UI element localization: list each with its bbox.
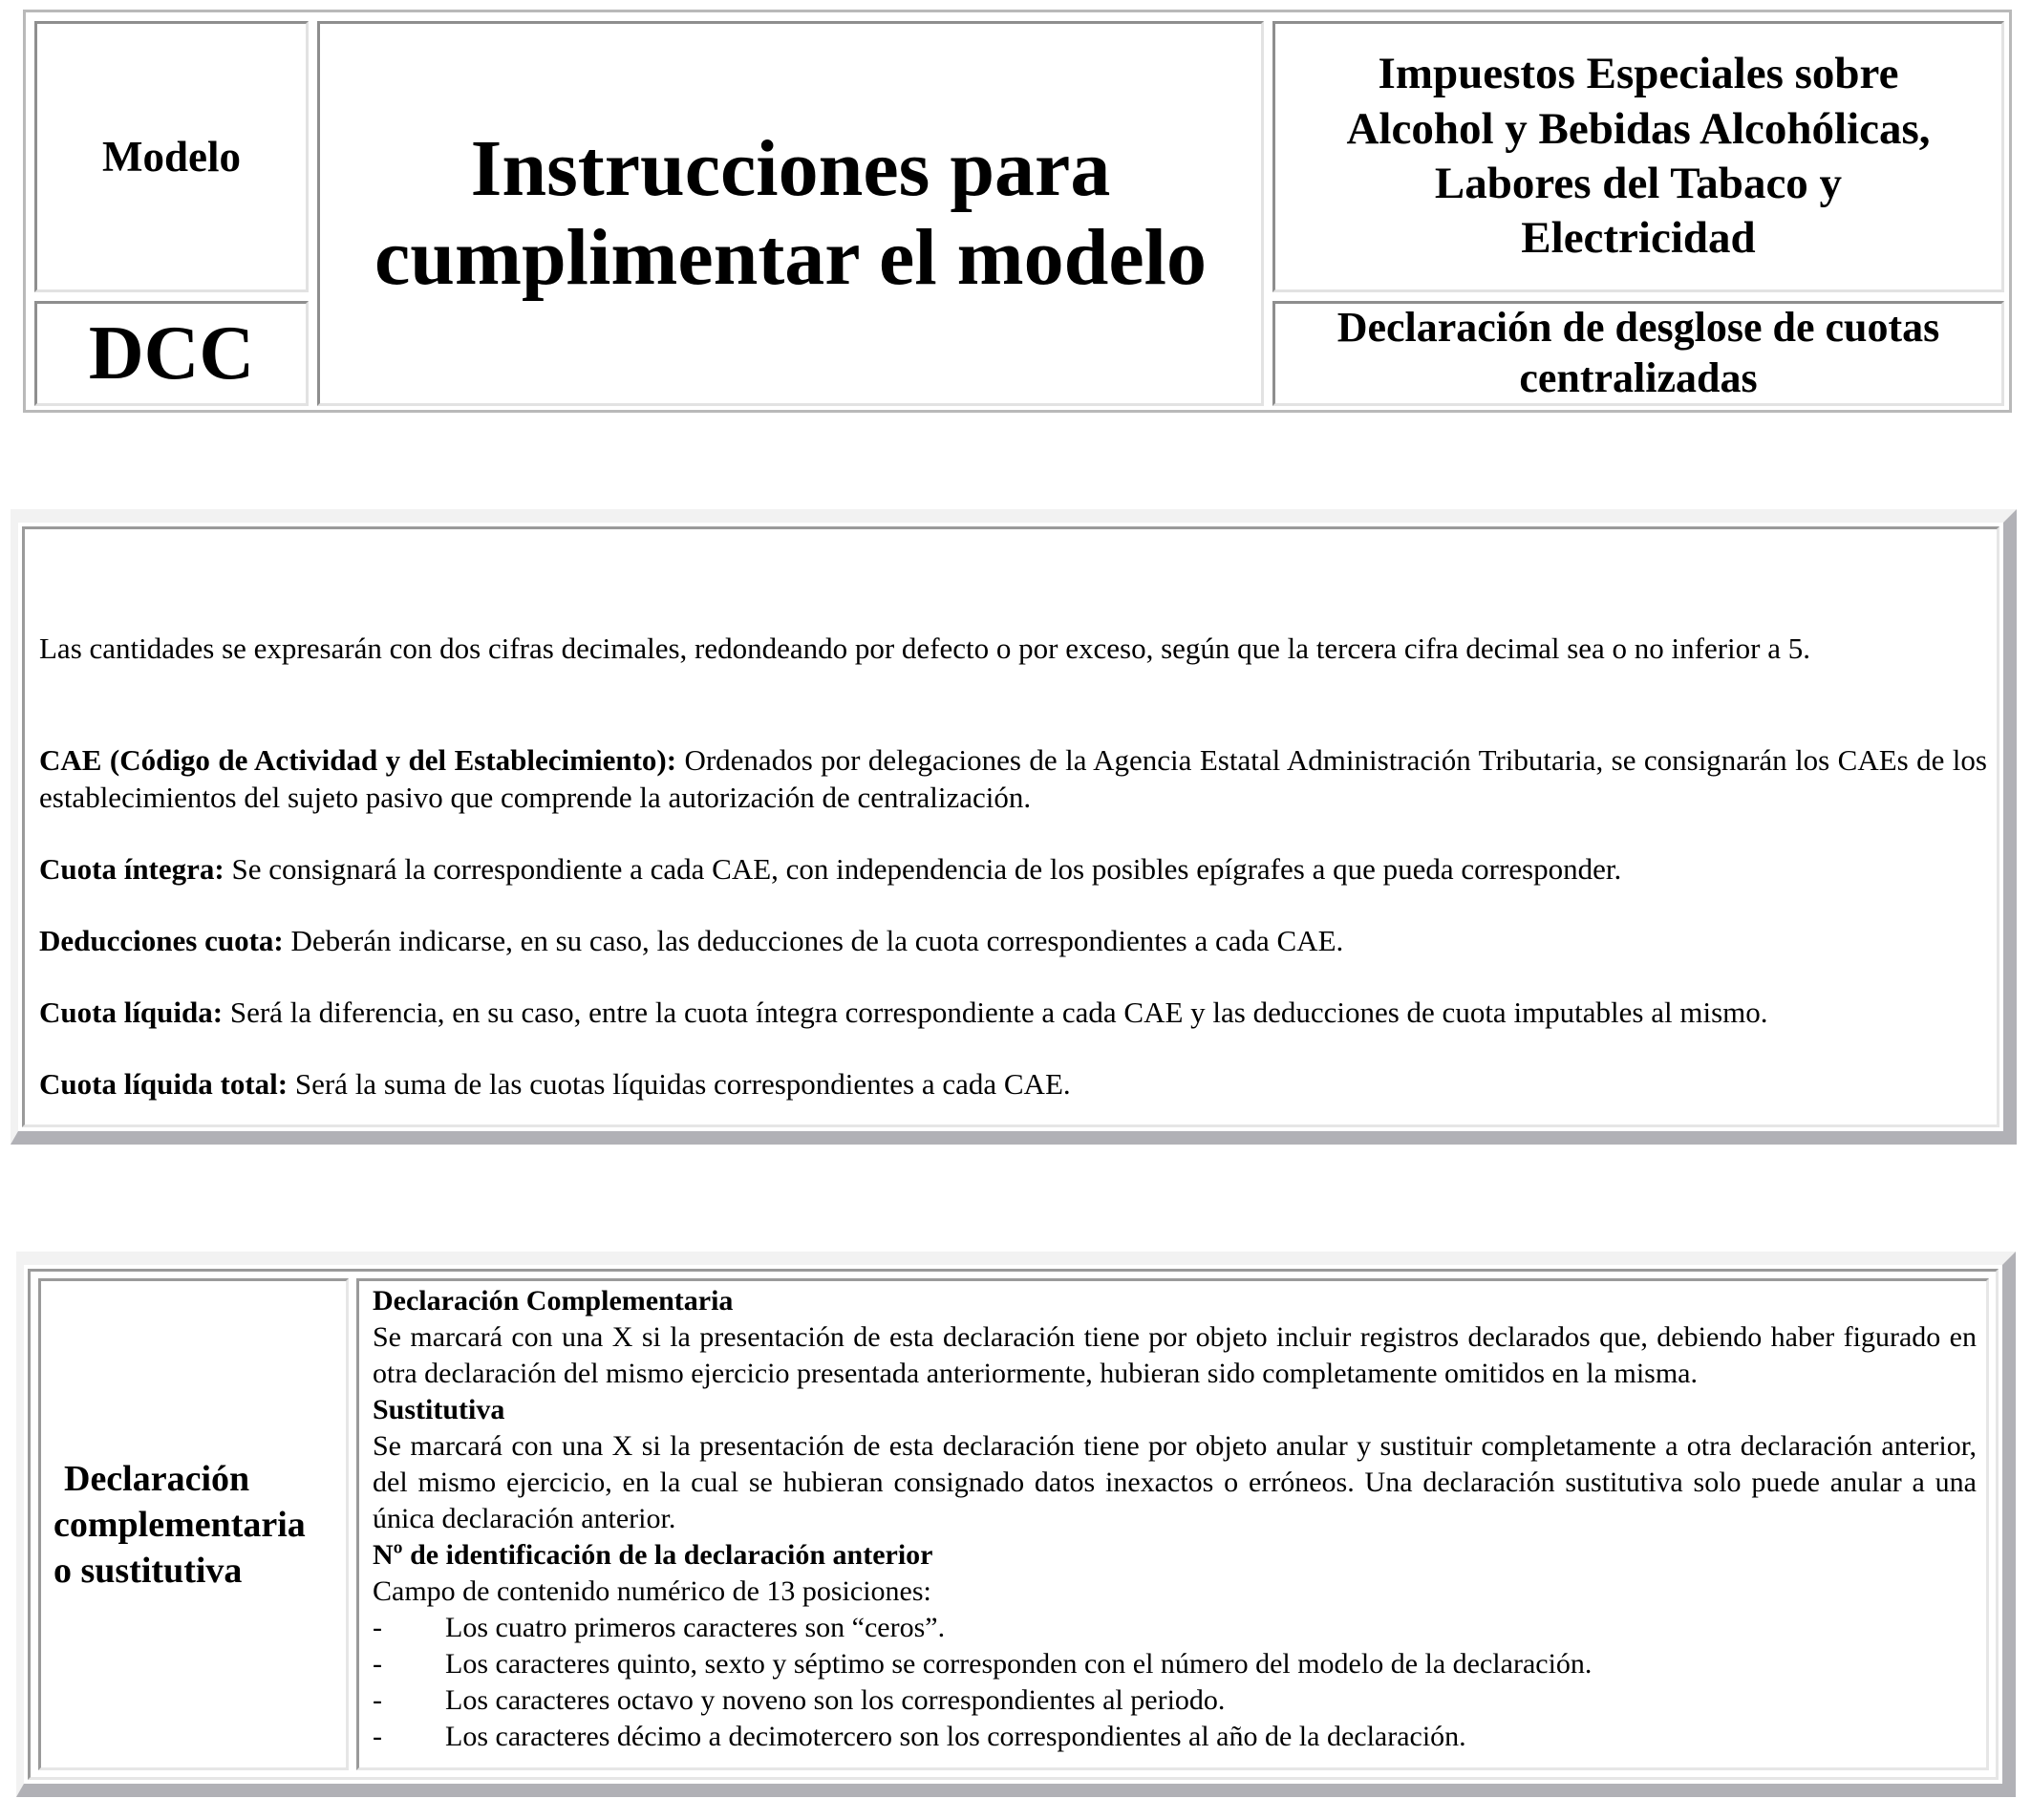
definition-cuota-liquida-total [39,1065,1987,1103]
complementaria-heading: Declaración Complementaria [373,1285,734,1317]
definition-term: Cuota líquida: [39,996,224,1029]
definition-term: Cuota líquida total: [39,1067,289,1101]
rounding-note: Las cantidades se expresarán con dos cifras decimales, redondeando por defecto o por exceso, según que la tercera cifra decimal sea o no inferior a 5. [39,632,1811,665]
list-dash: - [373,1721,382,1752]
sustitutiva-heading: Sustitutiva [373,1394,505,1425]
list-item [373,1682,1977,1719]
definition-text: Ordenados por delegaciones de la Agencia Estatal Administración Tributaria, se consignarán los CAEs de los establecimientos del sujeto pasivo que comprende la autorización de centralización. [39,743,1987,814]
definition-deducciones [39,922,1987,959]
tax-type-cell [1272,21,2004,292]
complementaria-text: Se marcará con una X si la presentación de esta declaración tiene por objeto incluir registros declarados que, debiendo haber figurado en otra declaración del mismo ejercicio presentada anteriormente, hubieran sido completamente omitidos en la misma. [373,1321,1977,1389]
definition-text: Se consignará la correspondiente a cada CAE, con independencia de los posibles epígrafes a que pueda corresponder. [224,852,1622,886]
list-item [373,1610,1977,1646]
declaration-type-cell [1272,301,2004,406]
definition-term: Deducciones cuota: [39,924,284,957]
complementaria-label [53,1456,306,1594]
page-title-line: cumplimentar el modelo [374,212,1207,302]
list-item [373,1719,1977,1755]
list-dash: - [373,1612,382,1643]
complementaria-label-line: o sustitutiva [53,1550,243,1591]
complementaria-content-cell [356,1278,1989,1770]
previous-declaration-id-intro: Campo de contenido numérico de 13 posiciones: [373,1575,931,1607]
tax-type-line: Impuestos Especiales sobre [1378,49,1899,99]
list-dash: - [373,1684,382,1716]
tax-type-line: Labores del Tabaco y [1434,159,1843,208]
complementaria-table [28,1269,1999,1780]
list-item [373,1646,1977,1682]
complementaria-label-cell [38,1278,349,1770]
header-table [23,10,2012,413]
declaration-type-line: centralizadas [1519,354,1758,401]
definition-cuota-integra [39,850,1987,888]
list-item-text: Los caracteres décimo a decimotercero son los correspondientes al año de la declaración. [445,1721,1466,1752]
page-title [374,125,1207,302]
definition-cuota-liquida [39,994,1987,1031]
list-dash: - [373,1648,382,1680]
sustitutiva-text: Se marcará con una X si la presentación de esta declaración tiene por objeto anular y sustituir completamente a otra declaración anterior, del mismo ejercicio, en la cual se hubieran consignado datos inexactos o erróneos. Una declaración sustitutiva solo puede anular a una única declaración anterior. [373,1430,1977,1534]
instructions-panel [11,509,2017,1145]
definition-cae [39,741,1987,816]
complementaria-label-line: complementaria [53,1504,306,1545]
instructions-content [22,526,1999,1127]
previous-declaration-id-heading: Nº de identificación de la declaración anterior [373,1539,933,1571]
definition-text: Deberán indicarse, en su caso, las deducciones de la cuota correspondientes a cada CAE. [283,924,1344,957]
list-item-text: Los cuatro primeros caracteres son “ceros”. [445,1612,946,1643]
title-cell [317,21,1264,406]
page-title-line: Instrucciones para [470,124,1111,214]
definition-term: CAE (Código de Actividad y del Establecimiento): [39,743,677,777]
model-code: DCC [88,310,255,396]
declaration-type-line: Declaración de desglose de cuotas [1336,304,1940,352]
definition-term: Cuota íntegra: [39,852,224,886]
list-item-text: Los caracteres quinto, sexto y séptimo se corresponden con el número del modelo de la declaración. [445,1648,1593,1680]
complementaria-panel [16,1252,2016,1797]
declaration-type [1337,303,1940,404]
tax-type [1346,47,1930,266]
tax-type-line: Alcohol y Bebidas Alcohólicas, [1346,103,1931,154]
complementaria-label-line: Declaración [64,1458,250,1499]
definition-text: Será la diferencia, en su caso, entre la cuota íntegra correspondiente a cada CAE y las deducciones de cuota imputables al mismo. [223,996,1768,1029]
list-item-text: Los caracteres octavo y noveno son los correspondientes al periodo. [445,1684,1226,1716]
tax-type-line: Electricidad [1521,213,1756,264]
model-code-cell [34,301,309,406]
modelo-label: Modelo [102,133,241,181]
definition-text: Será la suma de las cuotas líquidas correspondientes a cada CAE. [288,1067,1071,1101]
modelo-label-cell [34,21,309,292]
